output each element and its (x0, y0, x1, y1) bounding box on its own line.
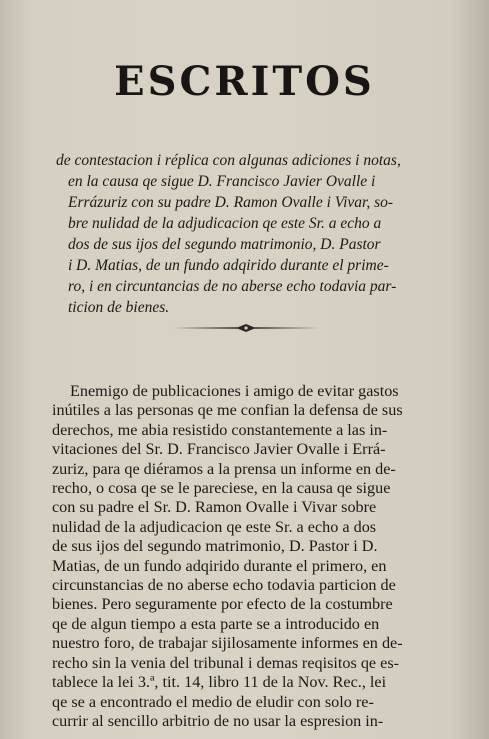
summary-paragraph (56, 150, 436, 318)
ornamental-divider (170, 322, 322, 334)
summary-line: dos de sus ijos del segundo matrimonio, D. Pastor (68, 236, 381, 253)
summary-line: ro, i en circuntancias de no aberse echo todavia par- (68, 278, 397, 295)
body-line: inútiles a las personas qe me confian la defensa de sus (52, 401, 403, 420)
body-line: tablece la lei 3.ª, tit. 14, libro 11 de la Nov. Rec., lei (52, 673, 387, 692)
body-line: currir al sencillo arbitrio de no usar la espresion in- (52, 711, 384, 730)
body-line: derechos, me abia resistido constantemente a las in- (52, 420, 388, 439)
body-line: qe de algun tiempo a esta parte se a introducido en (52, 614, 380, 633)
body-line: Matias, de un fundo adqirido durante el primero, en (52, 556, 387, 575)
summary-line: en la causa qe sigue D. Francisco Javier Ovalle i (68, 173, 376, 190)
body-line: Enemigo de publicaciones i amigo de evitar gastos (70, 382, 399, 400)
body-line: zuriz, para qe diéramos a la prensa un informe en de- (52, 459, 396, 478)
summary-line: de contestacion i réplica con algunas adiciones i notas, (56, 152, 401, 169)
body-line: bienes. Pero seguramente por efecto de la costumbre (52, 595, 393, 614)
summary-line: i D. Matias, de un fundo adqirido durante el prime- (68, 257, 389, 274)
summary-line: Errázuriz con su padre D. Ramon Ovalle i Vivar, so- (68, 194, 394, 211)
body-line: nuestro foro, de trabajar sijilosamente informes en de- (52, 634, 403, 653)
body-line: vitaciones del Sr. D. Francisco Javier Ovalle i Errá- (52, 440, 386, 459)
body-line: circunstancias de no aberse echo todavia particion de (52, 576, 396, 595)
summary-line: bre nulidad de la adjudicacion qe este Sr. a echo a (68, 215, 382, 232)
body-line: qe se a encontrado el medio de eludir con solo re- (52, 692, 374, 711)
summary-line: ticion de bienes. (68, 299, 170, 316)
body-line: de sus ijos del segundo matrimonio, D. Pastor i D. (52, 537, 378, 556)
page-title: ESCRITOS (114, 58, 375, 105)
body-paragraph (52, 382, 448, 731)
body-line: con su padre el Sr. D. Ramon Ovalle i Vivar sobre (52, 498, 377, 517)
body-line: nulidad de la adjudicacion qe este Sr. a echo a dos (52, 517, 377, 536)
body-line: recho sin la venia del tribunal i demas reqisitos qe es- (52, 653, 400, 672)
body-line: recho, o cosa qe se le pareciese, en la causa qe sigue (52, 479, 391, 498)
